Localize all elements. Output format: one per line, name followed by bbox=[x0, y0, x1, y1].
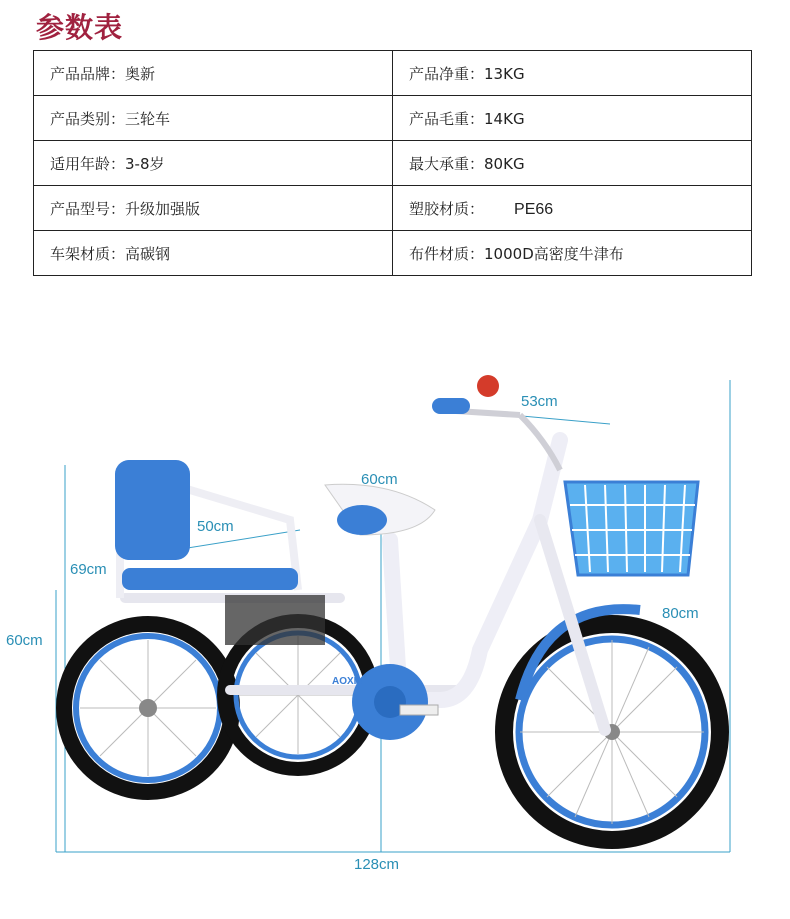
spec-table bbox=[33, 50, 752, 276]
spec-row bbox=[34, 96, 752, 141]
spec-cell-model: 产品型号：升级加强版 bbox=[34, 186, 393, 231]
rear-wheel-left bbox=[64, 624, 232, 792]
spec-row bbox=[34, 51, 752, 96]
spec-row bbox=[34, 231, 752, 276]
rear-seat-cushion bbox=[122, 568, 298, 590]
bell-icon bbox=[477, 375, 499, 397]
spec-cell-net-weight: 产品净重：13KG bbox=[393, 51, 752, 96]
spec-cell-max-load: 最大承重：80KG bbox=[393, 141, 752, 186]
dim-front-height: 80cm bbox=[662, 605, 699, 622]
brand-decal: AOXIN bbox=[332, 676, 364, 687]
spec-cell-gross-weight: 产品毛重：14KG bbox=[393, 96, 752, 141]
dim-rear-height: 60cm bbox=[6, 632, 43, 649]
pedal bbox=[400, 705, 438, 715]
spec-cell-fabric: 布件材质：1000D高密度牛津布 bbox=[393, 231, 752, 276]
spec-cell-plastic: 塑胶材质： PE66 bbox=[393, 186, 752, 231]
spec-row bbox=[34, 186, 752, 231]
spec-row bbox=[34, 141, 752, 186]
dim-seat-height: 60cm bbox=[361, 471, 398, 488]
dim-handlebar-width: 53cm bbox=[521, 393, 558, 410]
dim-backseat-width: 50cm bbox=[197, 518, 234, 535]
spec-cell-brand: 产品品牌：奥新 bbox=[34, 51, 393, 96]
spec-cell-frame-material: 车架材质：高碳钢 bbox=[34, 231, 393, 276]
dim-backseat-height: 69cm bbox=[70, 561, 107, 578]
page-title: 参数表 bbox=[36, 11, 124, 44]
spec-cell-category: 产品类别：三轮车 bbox=[34, 96, 393, 141]
rear-seat-back bbox=[115, 460, 190, 560]
storage-net bbox=[225, 595, 325, 645]
front-basket bbox=[565, 482, 698, 575]
handle-grip bbox=[432, 398, 470, 414]
dim-total-length: 128cm bbox=[354, 856, 400, 873]
spec-cell-age: 适用年龄：3-8岁 bbox=[34, 141, 393, 186]
